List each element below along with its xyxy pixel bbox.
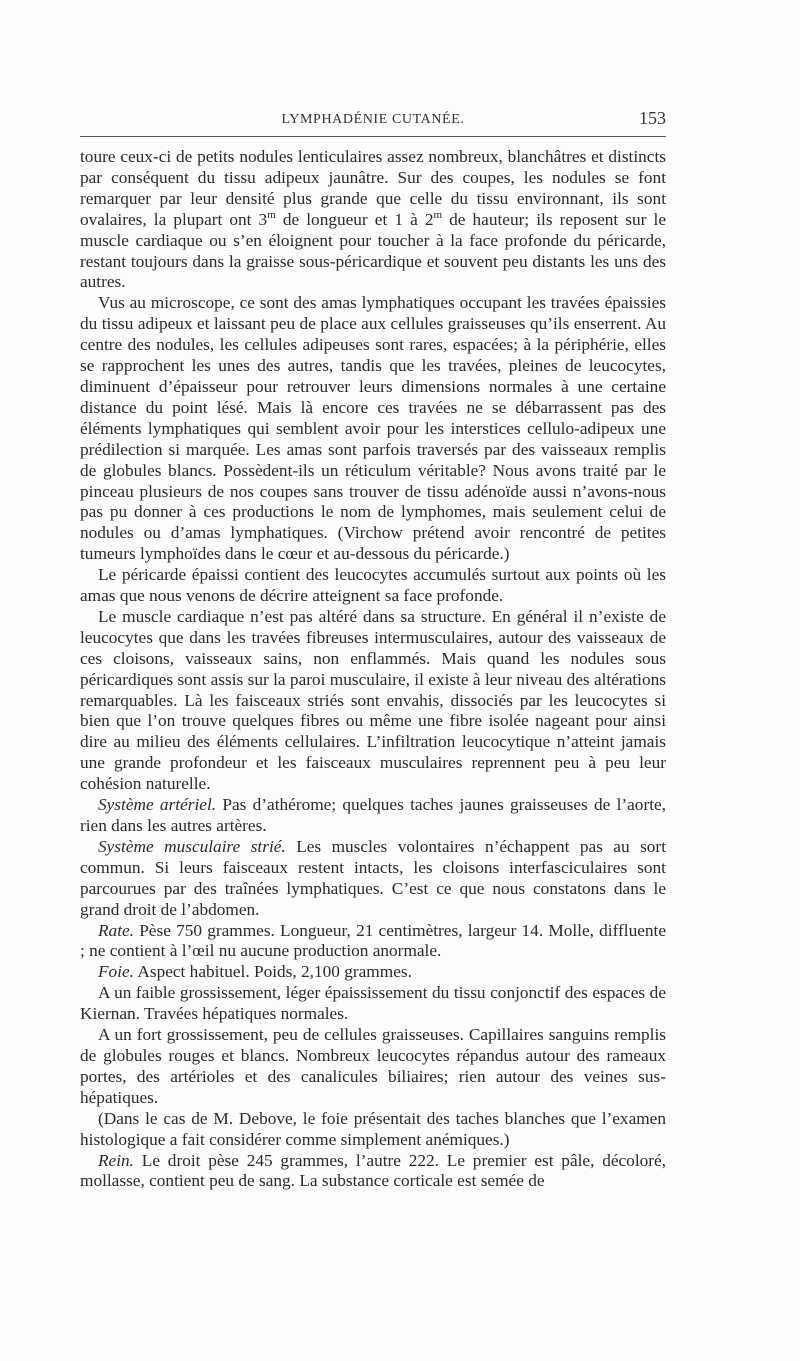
paragraph-p9 [80, 983, 666, 1025]
text-run: Pèse 750 grammes. Longueur, 21 centimètres, largeur 14. Molle, diffluente ; ne contient à l’œil nu aucune production anormale. [80, 920, 666, 961]
section-heading: Foie. [98, 962, 134, 982]
page-number: 153 [639, 108, 666, 128]
paragraph-p2 [80, 293, 666, 565]
running-title: LYMPHADÉNIE CUTANÉE. [281, 112, 465, 127]
paragraph-p7 [80, 921, 666, 963]
text-run: (Dans le cas de M. Debove, le foie présentait des taches blanches que l’examen histologique a fait considérer comme simplement anémiques.) [80, 1108, 666, 1149]
text-run: Le péricarde épaissi contient des leucocytes accumulés surtout aux points où les amas que nous venons de décrire atteignent sa face profonde. [80, 565, 666, 606]
text-run: A un fort grossissement, peu de cellules graisseuses. Capillaires sanguins remplis de globules rouges et blancs. Nombreux leucocytes répandus autour des rameaux portes, des artérioles et des canalicules biliaires; rien autour des veines sus-hépatiques. [80, 1025, 666, 1107]
text-run: Pas d’athérome; quelques taches jaunes graisseuses de l’aorte, rien dans les autres artères. [80, 795, 666, 835]
paragraph-p12 [80, 1151, 666, 1193]
paragraph-p3 [80, 565, 666, 607]
paragraph-p6 [80, 837, 666, 921]
section-heading: Système musculaire strié. [98, 836, 286, 856]
page-header [80, 108, 666, 134]
paragraph-p1 [80, 147, 666, 293]
text-run: Aspect habituel. Poids, 2,100 grammes. [134, 962, 412, 982]
paragraph-p8 [80, 962, 666, 983]
paragraph-p5 [80, 795, 666, 837]
body-text [80, 147, 666, 1192]
text-run: Les muscles volontaires n’échappent pas au sort commun. Si leurs faisceaux restent intacts, les cloisons interfasciculaires sont parcourues par des traînées lymphatiques. C’est ce que nous constatons dans le grand droit de l’abdomen. [80, 836, 666, 919]
text-run: toure ceux-ci de petits nodules lenticulaires assez nombreux, blanchâtres et distincts par conséquent du tissu adipeux jaunâtre. Sur des coupes, les nodules se font remarquer par leur densité plus grande que celle du tissu environnant, ils sont ovalaires, la plupart ont 3 [80, 147, 666, 229]
section-heading: Rate. [98, 920, 134, 940]
text-run: de longueur et 1 à 2 [275, 209, 434, 229]
paragraph-p10 [80, 1025, 666, 1109]
text-run: A un faible grossissement, léger épaississement du tissu conjonctif des espaces de Kiernan. Travées hépatiques normales. [80, 983, 666, 1024]
header-rule [80, 136, 666, 137]
superscript: m [433, 208, 443, 221]
section-heading: Système artériel. [98, 795, 217, 815]
superscript: m [267, 208, 276, 221]
text-run: de hauteur; ils reposent sur le muscle cardiaque ou s’en éloignent pour toucher à la face profonde du péricarde, restant toujours dans la graisse sous-péricardique et souvent peu distants les uns des autres. [80, 209, 666, 292]
text-run: Le muscle cardiaque n’est pas altéré dans sa structure. En général il n’existe de leucocytes que dans les travées fibreuses intermusculaires, autour des vaisseaux de ces cloisons, vaisseaux sains, non enflammés. Mais quand les nodules sous péricardiques sont assis sur la paroi musculaire, il existe à leur niveau des altérations remarquables. Là les faisceaux striés sont envahis, dissociés par les leucocytes si bien que l’on trouve quelques fibres ou même une fibre isolée nageant pour ainsi dire au milieu des éléments cellulaires. L’infiltration leucocytique n’atteint jamais une grande profondeur et les faisceaux musculaires reprennent peu à peu leur cohésion naturelle. [80, 606, 666, 794]
paragraph-p4 [80, 607, 666, 795]
section-heading: Rein. [98, 1150, 134, 1170]
text-run: Vus au microscope, ce sont des amas lymphatiques occupant les travées épaissies du tissu adipeux et laissant peu de place aux cellules graisseuses qu’ils enserrent. Au centre des nodules, les cellules adipeuses sont rares, espacées; à la périphérie, elles se rapprochent les unes des autres, tandis que les travées, pleines de leucocytes, diminuent d’épaisseur pour retrouver leurs dimensions normales à une certaine distance du point lésé. Mais là encore ces travées ne se débarrassent pas des éléments lymphatiques qui semblent avoir pour les interstices cellulo-adipeux une prédilection si marquée. Les amas sont parfois traversés par des vaisseaux remplis de globules blancs. Possèdent-ils un réticulum véritable? Nous avons traité par le pinceau plusieurs de nos coupes sans trouver de tissu adénoïde aussi n’avons-nous pas pu donner à ces productions le nom de lymphomes, mais seulement celui de nodules ou d’amas lymphatiques. (Virchow prétend avoir rencontré de petites tumeurs lymphoïdes dans le cœur et au-dessous du péricarde.) [80, 293, 666, 564]
text-run: Le droit pèse 245 grammes, l’autre 222. Le premier est pâle, décoloré, mollasse, contient peu de sang. La substance corticale est semée de [80, 1150, 666, 1191]
paragraph-p11 [80, 1109, 666, 1151]
